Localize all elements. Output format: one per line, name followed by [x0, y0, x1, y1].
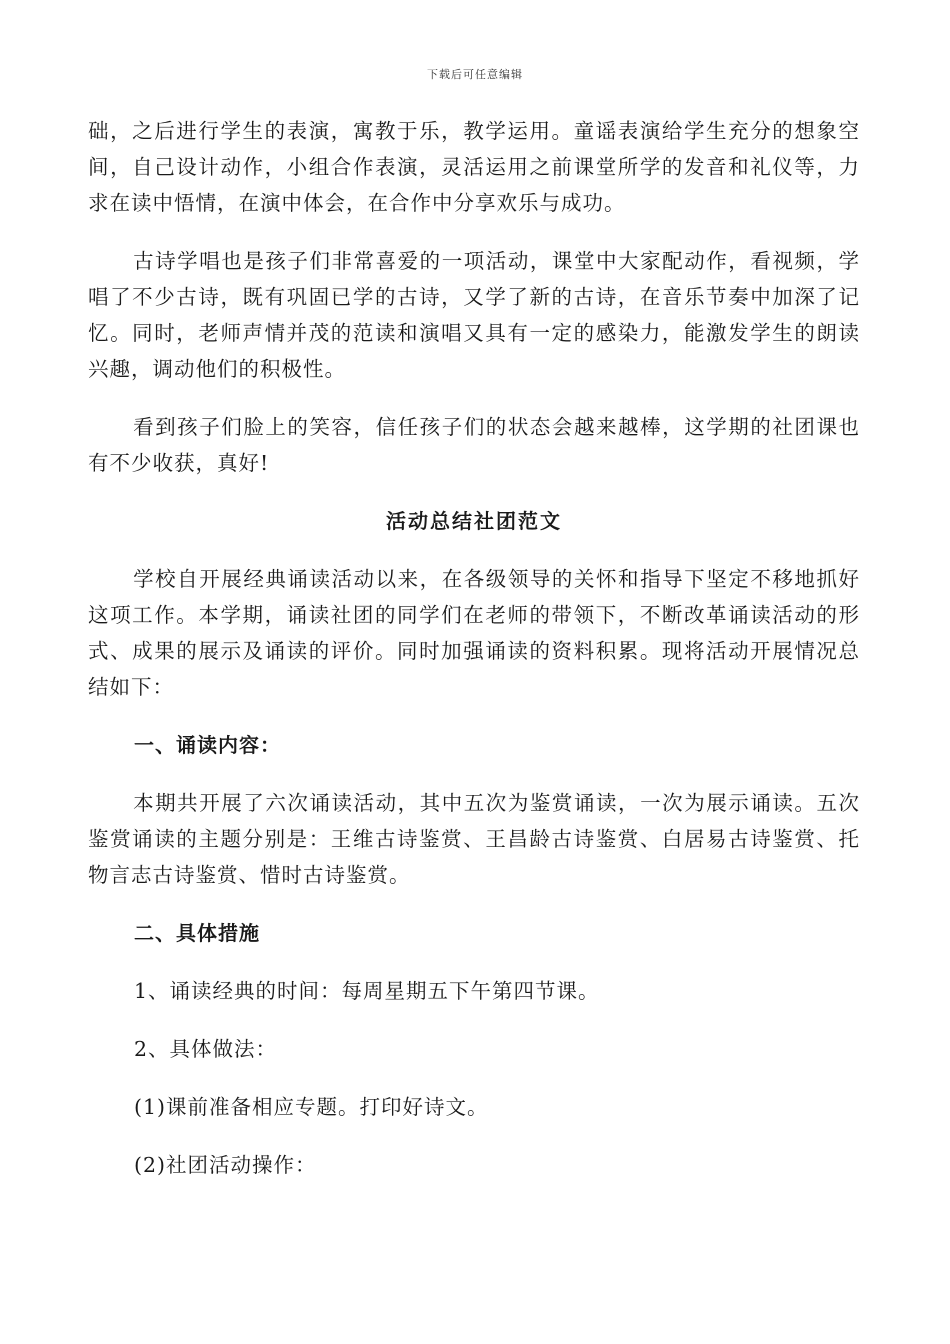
paragraph-conclusion: 看到孩子们脸上的笑容，信任孩子们的状态会越来越棒，这学期的社团课也有不少收获，真好!	[88, 415, 860, 475]
paragraph-intro: 学校自开展经典诵读活动以来，在各级领导的关怀和指导下坚定不移地抓好这项工作。本学期，诵读社团的同学们在老师的带领下，不断改革诵读活动的形式、成果的展示及诵读的评价。同时加强诵读的资料积累。现将活动开展情况总结如下：	[88, 567, 860, 699]
heading-measures: 二、具体措施	[134, 921, 260, 945]
list-item-methods: 2、具体做法：	[134, 1037, 278, 1061]
heading-reading-content: 一、诵读内容：	[134, 733, 281, 757]
paragraph-poetry-singing: 古诗学唱也是孩子们非常喜爱的一项活动，课堂中大家配动作，看视频，学唱了不少古诗，既有巩固已学的古诗，又学了新的古诗，在音乐节奏中加深了记忆。同时，老师声情并茂的范读和演唱又具有一定的感染力，能激发学生的朗读兴趣，调动他们的积极性。	[88, 249, 860, 381]
list-item-preparation: (1)课前准备相应专题。打印好诗文。	[134, 1095, 489, 1119]
page-header: 下载后可任意编辑	[427, 68, 523, 81]
paragraph-performance: 础，之后进行学生的表演，寓教于乐，教学运用。童谣表演给学生充分的想象空间，自己设计动作，小组合作表演，灵活运用之前课堂所学的发音和礼仪等，力求在读中悟情，在演中体会，在合作中分享欢乐与成功。	[88, 119, 860, 215]
list-item-time: 1、诵读经典的时间：每周星期五下午第四节课。	[134, 979, 600, 1003]
paragraph-reading-content: 本期共开展了六次诵读活动，其中五次为鉴赏诵读，一次为展示诵读。五次鉴赏诵读的主题分别是：王维古诗鉴赏、王昌龄古诗鉴赏、白居易古诗鉴赏、托物言志古诗鉴赏、惜时古诗鉴赏。	[88, 791, 860, 887]
section-title: 活动总结社团范文	[386, 509, 562, 533]
document-body	[88, 113, 860, 1205]
list-item-operation: (2)社团活动操作：	[134, 1153, 317, 1177]
